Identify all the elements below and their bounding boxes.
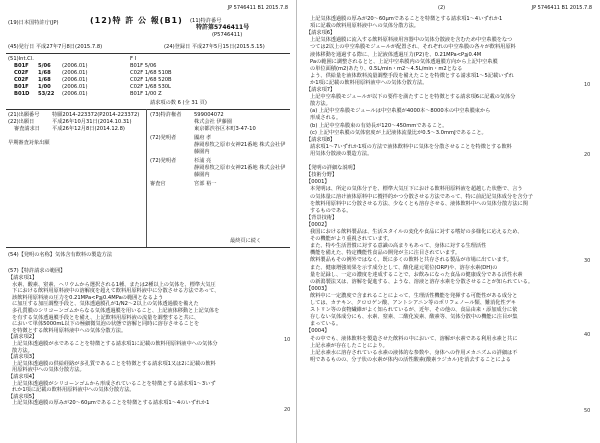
filing-date-label: (22)出願日 bbox=[8, 119, 35, 125]
ipc-header: (51)Int.Cl. bbox=[8, 56, 34, 62]
claim-text-line: 上記気体透過膜がシリコーンゴムから形成されていることを特徴とする請求項1～3いず bbox=[12, 380, 216, 387]
claim-text-line: を有する気体透過膜手段とを備え、上記飲料用原料液の流量を調整すると共に、 bbox=[12, 314, 200, 321]
early-exam: 早期審査対象出願 bbox=[8, 140, 50, 146]
body-text-line: 用気体分散液の製造方法。 bbox=[310, 150, 373, 157]
body-text-line: 上記水素水に溶存されている水素の液体的な参数や、身体への作用メカニズムの詳細は不 bbox=[310, 349, 518, 356]
applicant-address: 東京都渋谷区本町3-47-10 bbox=[194, 126, 256, 132]
fi-code: C02F 1/68 520B bbox=[130, 77, 172, 83]
body-text-line: 液体移動を通過する際に、上記液体透過圧力(P2)を、0.21MPa<P≦0.4M bbox=[310, 51, 482, 58]
ipc-date: (2006.01) bbox=[62, 63, 88, 69]
inventor1-name: 國府 孝 bbox=[194, 135, 212, 141]
fi-header: F I bbox=[130, 56, 137, 62]
line-number: 30 bbox=[584, 258, 591, 264]
claim-heading: 【請求項2】 bbox=[8, 334, 38, 341]
line-number: 50 bbox=[584, 408, 591, 414]
left-page bbox=[0, 0, 297, 443]
claim-text-line: 水素、酸素、窒素、ヘリウムから選択される1種、または2種以上の気体を、標準大気圧 bbox=[12, 281, 216, 288]
applicant-number: 599004072 bbox=[194, 112, 224, 118]
ipc-date: (2006.01) bbox=[62, 77, 88, 83]
body-text-line: 上記水素が存在したことにより。 bbox=[310, 342, 388, 349]
claim-text-line: に加圧する加圧調整手段と、気体透過膜孔が1/N2～2以上の気体透過膜を備えた bbox=[12, 301, 199, 308]
body-text-line: 請求項1～7いずれか1項の方法で液体飲料中に気体を分散させることを特徴とする飲料 bbox=[310, 143, 512, 150]
body-text-line: (c) 上記中空糸膜の気体密度が上記液体流量比が0.5～3.0mmJであること。 bbox=[310, 129, 487, 136]
ipc-number: 5/06 bbox=[38, 63, 51, 69]
body-text-line: また、健康増強効果を示す成分として、酸化還元電位(ORP)や、溶存水素(DH)の bbox=[310, 264, 498, 271]
page-number: (2) bbox=[438, 5, 446, 11]
section-heading: 【0001】 bbox=[306, 179, 330, 186]
ipc-code: C02F bbox=[14, 77, 29, 83]
divider bbox=[146, 109, 147, 247]
body-text-line: 飲料製品もその例外ではなく、既に多くの飲料と共存される製品が市場に出ています。 bbox=[310, 257, 512, 264]
body-text-line: 上記中空糸膜モジュールが以下の要件を満たすことを特徴とする請求項6に記載の気体分 bbox=[310, 94, 516, 101]
inventor2-address: 静岡県牧之原市女神21番地 株式会社伊 bbox=[194, 165, 286, 171]
body-text-line: 本発明は、所定の気体分子を、標準大気圧下における飲料用原料液を超越した状態で、言う bbox=[310, 186, 523, 193]
body-text-line: 機能を備えた、特定機能性食品の開発が主に注目されています。 bbox=[310, 250, 461, 257]
body-text-line: その中でも、液体飲料を製造させた飲料の中において、溶解が水素である利用水素と共に bbox=[310, 335, 518, 342]
final-page-note: 最終頁に続く bbox=[230, 238, 262, 244]
section-heading: 【0003】 bbox=[306, 285, 330, 292]
fi-code: B01F 5/06 bbox=[130, 63, 157, 69]
right-page bbox=[300, 0, 600, 443]
claim-text-line: において単体5000mL以下の極細微気泡の状態で溶解と同時に溶存させることを bbox=[12, 321, 200, 328]
ipc-code: B01F bbox=[14, 63, 29, 69]
patent-number-sub: (P5746411) bbox=[212, 32, 243, 38]
patent-number-label: (11)特許番号 bbox=[190, 18, 222, 24]
ipc-code: B01F bbox=[14, 84, 29, 90]
invention-title: (54)【発明の名称】気体含有飲料の製造方法 bbox=[8, 252, 113, 258]
divider bbox=[6, 247, 290, 248]
body-text-line: 散方法。 bbox=[310, 101, 331, 108]
fi-code: B01F 1/00 Z bbox=[130, 91, 162, 97]
claim-text-line: 上記気体透過膜の厚みが20～60μmであることを特徴とする請求項1～4のいずれか1 bbox=[12, 400, 210, 407]
claims-heading: (57)【特許請求の範囲】 bbox=[8, 268, 66, 274]
applicant-name: 株式会社 伊藤園 bbox=[194, 119, 232, 125]
claim-text-line: 該飲料用原料液の圧力を0.21MPa<P≦0.4MPaの範囲となるよう bbox=[12, 294, 164, 301]
section-heading: 【0004】 bbox=[306, 328, 330, 335]
body-text-line: また、特や生活習慣に対する意識の高まりもあって、身体に対する生理活性 bbox=[310, 243, 487, 250]
claim-text-line: 散方法。 bbox=[12, 347, 33, 354]
inventor1-label: (72)発明者 bbox=[150, 135, 177, 141]
examiner-name: 宮部 裕一 bbox=[194, 181, 217, 187]
section-heading: 【技術分野】 bbox=[306, 172, 338, 179]
line-number: 20 bbox=[584, 152, 591, 158]
claim-text-line: 上記気体透過膜が水であることを特徴とする請求項1に記載の飲料用原料液中への気体分 bbox=[12, 341, 218, 347]
line-number: 40 bbox=[584, 332, 591, 338]
inventor2-label: (72)発明者 bbox=[150, 158, 177, 164]
line-number: 10 bbox=[284, 337, 291, 343]
body-text-line: まっている。 bbox=[310, 321, 342, 328]
ipc-date: (2006.01) bbox=[62, 91, 88, 97]
claim-text-line: 用原料液中への気体分散方法。 bbox=[12, 367, 85, 374]
applicant-label: (73)特許権者 bbox=[150, 112, 182, 118]
inventor1-address: 静岡県牧之原市女神21番地 株式会社伊 bbox=[194, 142, 286, 148]
line-number: 20 bbox=[284, 407, 291, 413]
section-heading: 【請求項6】 bbox=[306, 30, 336, 37]
claim-heading: 【請求項3】 bbox=[8, 354, 38, 361]
claim-heading: 【請求項1】 bbox=[8, 275, 38, 281]
ipc-number: 53/22 bbox=[38, 91, 55, 97]
ipc-date: (2006.01) bbox=[62, 70, 88, 76]
inventor2-address: 藤園内 bbox=[194, 172, 210, 178]
claim-heading: 【請求項4】 bbox=[8, 374, 38, 380]
ipc-code: C02F bbox=[14, 70, 29, 76]
inventor1-address: 藤園内 bbox=[194, 149, 210, 155]
body-text-line: ストリン等の食物繊維がよく知られているが、近年、その他の、食品由来・添加成分に依 bbox=[310, 307, 518, 314]
divider bbox=[6, 109, 290, 110]
claim-text-line: を特徴とする飲料用原料液中への気体分散方法。 bbox=[12, 327, 127, 334]
exam-date-label: 審査請求日 bbox=[14, 126, 40, 132]
left-page-header: JP 5746411 B1 2015.7.8 bbox=[227, 5, 288, 11]
exam-date: 平成26年12月8日(2014.12.8) bbox=[52, 126, 125, 132]
publication-type: (12)特 許 公 報(B1) bbox=[90, 16, 183, 25]
filing-date: 平成26年10月31日(2014.10.31) bbox=[52, 119, 132, 125]
body-text-line: を飲料用原料中に分散させる方法、少なくとも溶存させる、液体飲料中への気体分散方法に関 bbox=[310, 200, 528, 207]
body-text-line: その機能がより重視されています。 bbox=[310, 236, 393, 243]
application-number: 特願2014-223372(P2014-223372) bbox=[52, 112, 140, 118]
claim-text-line: 上記気体透過膜の供給経路が多孔質であることを特徴とする請求項1又は2に記載の飲料 bbox=[12, 360, 216, 367]
fi-code: C02F 1/68 530L bbox=[130, 84, 171, 90]
claim-text-line: 多孔質膜のシリコーンゴムからなる気体透過膜を用いること、上記液体移動と上記気体を bbox=[12, 308, 220, 314]
claim-text-line: 下における飲料用原料液中の溶解度を超えて飲料用原料液中に分散させる方法であって、 bbox=[12, 288, 220, 295]
claim-text-line: れか1項に記載の飲料用原料液中への気体分散方法。 bbox=[12, 387, 135, 394]
inventor2-name: 杉浦 亮 bbox=[194, 158, 212, 164]
examiner-label: 審査官 bbox=[150, 181, 166, 187]
body-text-line: 形成される。 bbox=[310, 115, 342, 122]
section-heading: 【発明の詳細な説明】 bbox=[306, 165, 358, 172]
section-heading: 【背景技術】 bbox=[306, 214, 338, 221]
registration-date: (24)登録日 平成27年5月15日(2015.5.15) bbox=[164, 44, 265, 50]
body-text-line: の単位面積(m2)あたり、0.5L/min・m2～4.5L/min・m2となる bbox=[310, 65, 463, 72]
section-heading: 【0002】 bbox=[306, 221, 330, 228]
ipc-number: 1/00 bbox=[38, 84, 51, 90]
body-text-line: か1項に記載の飲料用原料液中への気体分散方法。 bbox=[310, 79, 428, 86]
claim-heading: 【請求項5】 bbox=[8, 393, 38, 400]
body-text-line: つては2以上の中空糸膜モジュールが配置され、それぞれの中空糸膜の各々が飲料用原料 bbox=[310, 44, 516, 51]
body-text-line: 飲料中に一定濃度で含まれることによって、生理活性機能を発揮する可能性がある成分と bbox=[310, 292, 518, 299]
claims-count: 請求項の数 6 (全 31 頁) bbox=[150, 100, 207, 106]
divider bbox=[6, 53, 290, 54]
body-text-line: しては、カテキン、クロロゲン酸、アントシアニン等のポリフェノール類、難消化性デキ bbox=[310, 300, 517, 306]
ipc-number: 1/68 bbox=[38, 77, 51, 83]
section-heading: 【請求項7】 bbox=[306, 87, 336, 93]
body-text-line: の新潟製法又は、溶解を促進する、ような、溶液と溶存水素を分散させることが知られている。 bbox=[310, 278, 534, 285]
fi-code: C02F 1/68 510B bbox=[130, 70, 172, 76]
patent-office-label: (19)日本国特許庁(JP) bbox=[8, 20, 59, 26]
application-number-label: (21)出願番号 bbox=[8, 112, 40, 118]
line-number: 10 bbox=[584, 82, 591, 88]
body-text-line: よう、供給量を液体飲料流量調整手段を備えたことを特徴とする請求項1～5記載いずれ bbox=[310, 72, 514, 79]
body-text-line: 明であるものの、分子状の水素が体内の活性酸素(酸素ラジカル)を消去することによる bbox=[310, 356, 511, 363]
right-page-header: JP 5746411 B1 2015.7.8 bbox=[531, 5, 592, 11]
issue-date: (45)発行日 平成27年7月8日(2015.7.8) bbox=[8, 44, 103, 50]
section-heading: 【請求項8】 bbox=[306, 136, 336, 143]
ipc-code: B01D bbox=[14, 91, 30, 97]
body-text-line: 我国における飲料製品は、生活スタイルの変化や食品に対する嗜好の多様化に応えるため、 bbox=[310, 229, 523, 235]
body-text-line: 存しない気体成分にも、水素、窒素、二酸化炭素、酸素等、気体分散中の機能に注目が集 bbox=[310, 314, 518, 321]
ipc-number: 1/68 bbox=[38, 70, 51, 76]
body-text-line: Paの範囲に調整されるとと、上記中空糸膜内の気体透過膜方向から上記中空糸膜 bbox=[310, 58, 498, 65]
body-text-line: 量を記録し、一定の濃度を達成することで、お飲みになった食品の健康成分である活性水素 bbox=[310, 271, 523, 278]
body-text-line: (a) 上記中空糸膜モジュールは中空糸膜が4000本～8000本の中空糸膜束から bbox=[310, 108, 491, 115]
body-text-line: 項に記載の飲料用原料液中への気体分散方法。 bbox=[310, 23, 419, 30]
body-text-line: (b) 上記中空糸膜束の有効長が120～450mmであること。 bbox=[310, 122, 448, 129]
ipc-date: (2006.01) bbox=[62, 84, 88, 90]
body-text-line: するものである。 bbox=[310, 207, 352, 214]
body-text-line: の気体量に溶け液体原料中に攪拌的かつ分散させる方法であって、特に前記記気体成分を含分子 bbox=[310, 193, 533, 200]
body-text-line: 上記気体透過膜の厚みが20～60μmであることを特徴とする請求項1～4いずれか1 bbox=[310, 16, 503, 22]
body-text-line: 上記気体透過膜に流入する飲料原料液用容器中の気体分散液を含むため中空糸膜をなつ bbox=[310, 37, 513, 44]
patent-number: 特許第5746411号 bbox=[196, 24, 250, 31]
